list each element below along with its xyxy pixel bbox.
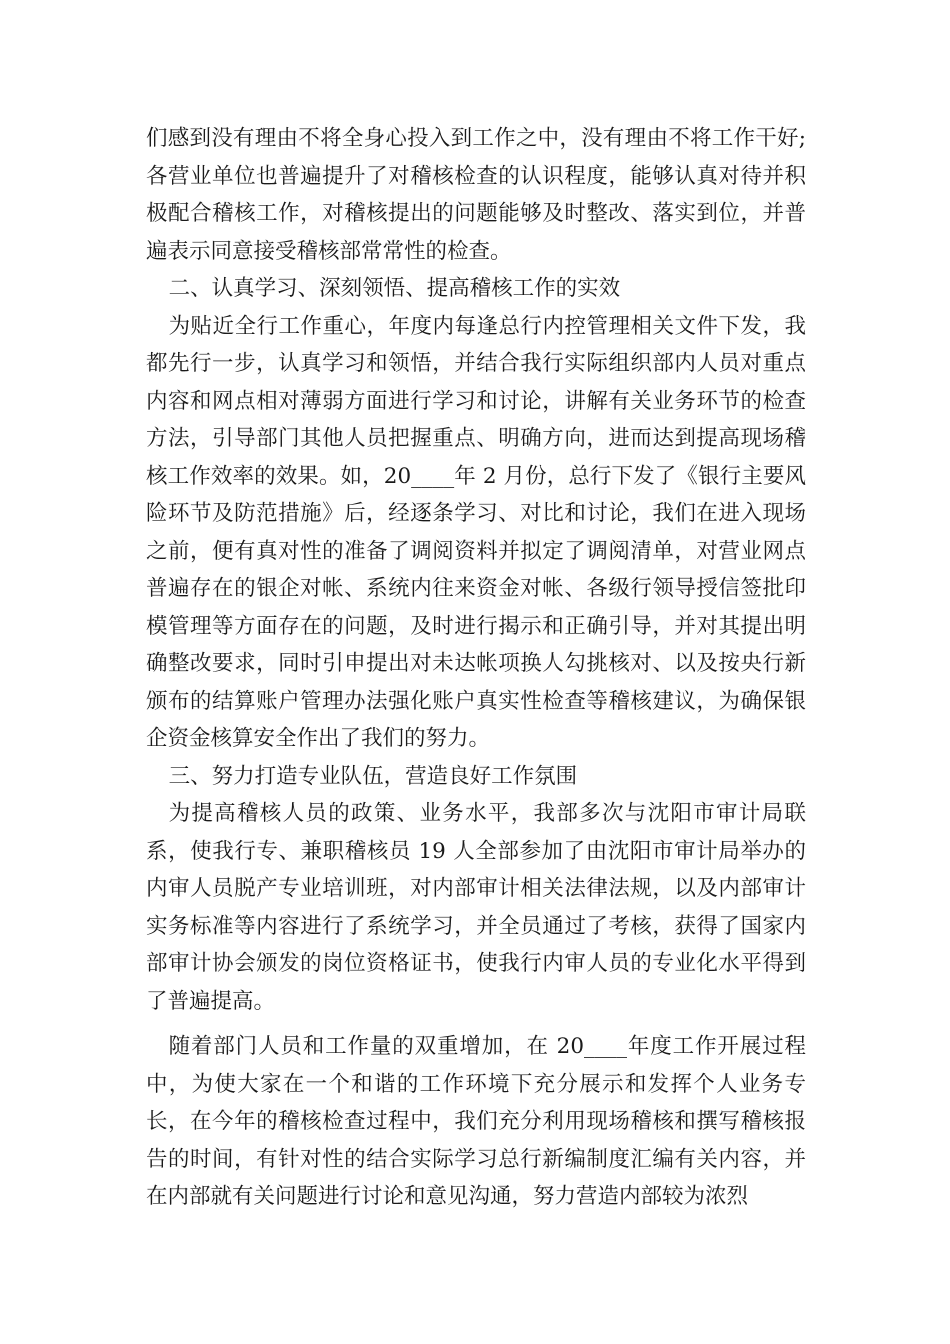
paragraph-section-3-environment: 随着部门人员和工作量的双重增加，在 20____年度工作开展过程中，为使大家在一个和谐的工作环境下充分展示和发挥个人业务专长，在今年的稽核检查过程中，我们充分利用现场稽核和撰写稽核报告的时间，有针对性的结合实际学习总行新编制度汇编有关内容，并在内部就有关问题进行讨论和意见沟通，努力营造内部较为浓烈	[146, 1034, 806, 1209]
section-heading-2: 二、认真学习、深刻领悟、提高稽核工作的实效	[168, 276, 621, 301]
document-page	[146, 120, 806, 1216]
paragraph-section-2-body: 为贴近全行工作重心，年度内每逢总行内控管理相关文件下发，我都先行一步，认真学习和领悟，并结合我行实际组织部内人员对重点内容和网点相对薄弱方面进行学习和讨论，讲解有关业务环节的检查方法，引导部门其他人员把握重点、明确方向，进而达到提高现场稽核工作效率的效果。如，20____年 2 月份，总行下发了《银行主要风险环节及防范措施》后，经逐条学习、对比和讨论，我们在进入现场之前，便有真对性的准备了调阅资料并拟定了调阅清单，对营业网点普遍存在的银企对帐、系统内往来资金对帐、各级行领导授信签批印模管理等方面存在的问题，及时进行揭示和正确引导，并对其提出明确整改要求，同时引申提出对未达帐项换人勾挑核对、以及按央行新颁布的结算账户管理办法强化账户真实性检查等稽核建议，为确保银企资金核算安全作出了我们的努力。	[146, 313, 806, 751]
section-heading-3: 三、努力打造专业队伍，营造良好工作氛围	[168, 763, 578, 789]
paragraph-section-3-training: 为提高稽核人员的政策、业务水平，我部多次与沈阳市审计局联系，使我行专、兼职稽核员 19 人全部参加了由沈阳市审计局举办的内审人员脱产专业培训班，对内部审计相关法律法规，以及内部审计实务标准等内容进行了系统学习，并全员通过了考核，获得了国家内部审计协会颁发的岗位资格证书，使我行内审人员的专业化水平得到了普遍提高。	[146, 801, 806, 1014]
paragraph-continuation: 们感到没有理由不将全身心投入到工作之中，没有理由不将工作干好;各营业单位也普遍提升了对稽核检查的认识程度，能够认真对待并积极配合稽核工作，对稽核提出的问题能够及时整改、落实到位，并普遍表示同意接受稽核部常常性的检查。	[146, 126, 806, 264]
